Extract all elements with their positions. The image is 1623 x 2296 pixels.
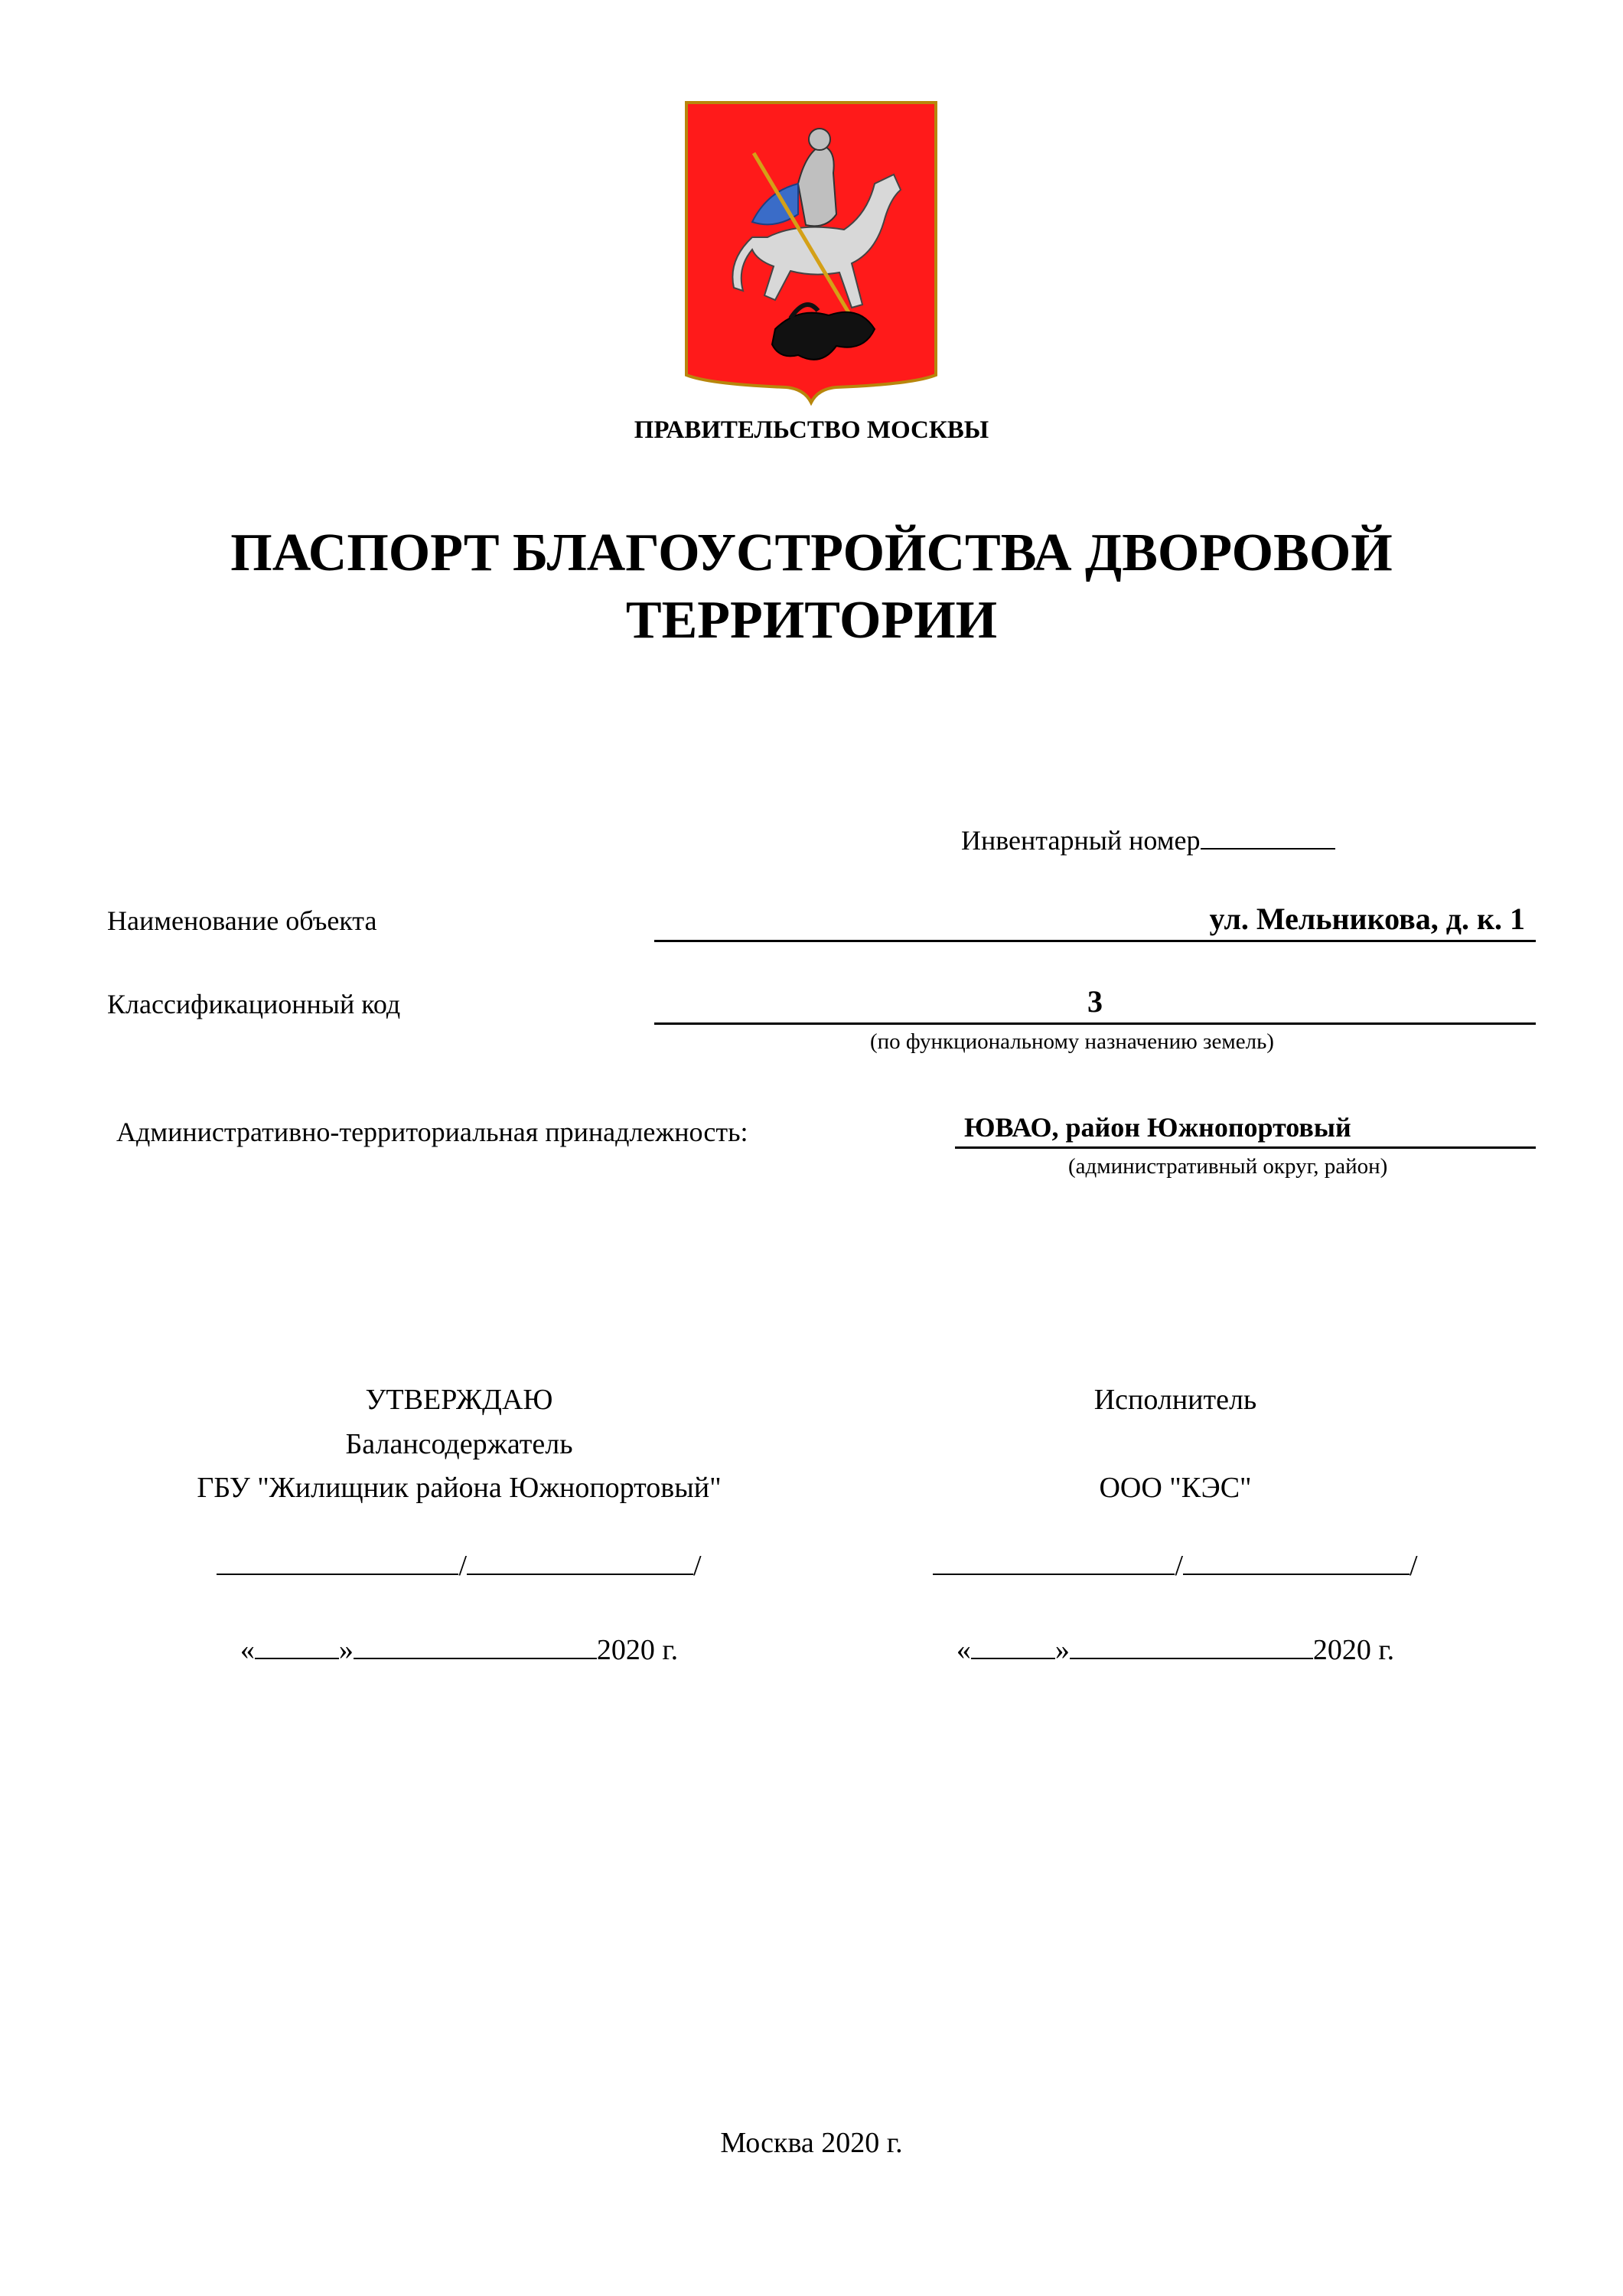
signature-separator-end: / [693,1550,702,1582]
government-heading: ПРАВИТЕЛЬСТВО МОСКВЫ [634,416,989,444]
executor-date-line [869,1627,1481,1672]
signature-blank [217,1543,458,1575]
date-year: 2020 г. [596,1634,679,1666]
admin-note: (административный округ, район) [1068,1154,1388,1179]
signature-separator-end: / [1410,1550,1418,1582]
inventory-number [961,820,1335,856]
class-value: 3 [1087,984,1103,1019]
admin-field [955,1111,1536,1149]
class-label: Классификационный код [107,989,401,1019]
document-title-line1: ПАСПОРТ БЛАГОУСТРОЙСТВА ДВОРОВОЙ [230,523,1393,582]
executor-heading: Исполнитель [1093,1384,1257,1416]
class-note: (по функциональному назначению земель) [870,1029,1274,1054]
approve-heading: УТВЕРЖДАЮ [365,1384,553,1416]
admin-label: Административно-территориальная принадлежность: [116,1117,748,1147]
date-open-quote: « [240,1634,255,1666]
name-blank [467,1543,693,1575]
date-close-quote: » [1054,1634,1070,1666]
signature-separator: / [1175,1550,1183,1582]
signature-blank [933,1543,1175,1575]
signature-separator: / [458,1550,467,1582]
date-close-quote: » [338,1634,354,1666]
city-year-footer: Москва 2020 г. [720,2127,903,2159]
object-value: ул. Мельникова, д. к. 1 [1209,902,1525,936]
object-field [654,903,1536,942]
inventory-label: Инвентарный номер [961,825,1201,856]
admin-value: ЮВАО, район Южнопортовый [964,1112,1351,1143]
balance-holder-organization: ГБУ "Жилищник района Южнопортовый" [197,1472,722,1504]
name-blank [1183,1543,1410,1575]
date-year: 2020 г. [1312,1634,1395,1666]
balance-holder-label: Балансодержатель [345,1428,573,1460]
inventory-blank [1201,820,1335,850]
executor-signature-line [869,1543,1481,1588]
month-blank [1070,1627,1313,1659]
approver-signature-line [153,1543,765,1588]
approver-date-line [153,1627,765,1672]
day-blank [971,1627,1055,1659]
day-blank [255,1627,339,1659]
object-label: Наименование объекта [107,905,377,936]
class-field [654,986,1536,1025]
moscow-coat-of-arms-icon [683,99,939,406]
executor-organization: ООО "КЭС" [1099,1472,1252,1504]
date-open-quote: « [956,1634,971,1666]
month-blank [354,1627,597,1659]
document-title-line2: ТЕРРИТОРИИ [625,591,998,650]
